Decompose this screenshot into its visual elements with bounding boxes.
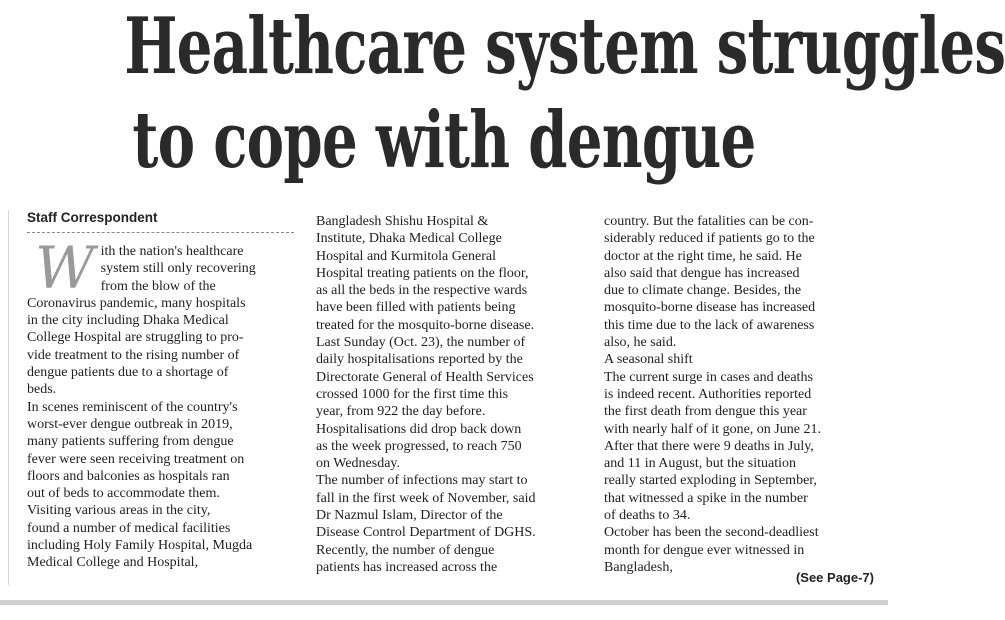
article-line: Hospital treating patients on the floor,	[316, 265, 529, 281]
article-line: The number of infections may start to	[316, 473, 528, 489]
article-line: as all the beds in the respective wards	[316, 283, 528, 299]
article-line: as the week progressed, to reach 750	[316, 438, 522, 454]
article-line: crossed 1000 for the first time this	[316, 386, 509, 402]
article-line: floors and balconies as hospitals ran	[27, 468, 230, 484]
article-line: month for dengue ever witnessed in	[604, 542, 805, 558]
article-line: Directorate General of Health Services	[316, 369, 534, 385]
article-line: College Hospital are struggling to pro-	[27, 330, 244, 346]
article-line: many patients suffering from dengue	[27, 434, 234, 450]
article-line: including Holy Family Hospital, Mugda	[27, 538, 253, 554]
article-line: Visiting various areas in the city,	[27, 503, 211, 519]
article-line: daily hospitalisations reported by the	[316, 352, 523, 368]
article-line: Hospitalisations did drop back down	[316, 421, 522, 437]
section-subhead: A seasonal shift	[604, 352, 693, 368]
byline-divider	[27, 232, 294, 233]
article-line: the first death from dengue this year	[604, 404, 807, 420]
article-line: that witnessed a spike in the number	[604, 490, 808, 506]
article-line: system still only recovering	[100, 261, 256, 277]
article-line: Institute, Dhaka Medical College	[316, 231, 502, 247]
left-margin-rule	[8, 210, 9, 585]
article-line: fall in the first week of November, said	[316, 490, 536, 506]
article-line: in the city including Dhaka Medical	[27, 313, 229, 329]
article-line: year, from 922 the day before.	[316, 404, 486, 420]
article-line: October has been the second-deadliest	[604, 525, 819, 541]
article-line: Last Sunday (Oct. 23), the number of	[316, 335, 526, 351]
article-line: from the blow of the	[100, 278, 216, 294]
article-line: After that there were 9 deaths in July,	[604, 438, 814, 454]
article-line: doctor at the right time, he said. He	[604, 248, 802, 264]
article-line: vide treatment to the rising number of	[27, 347, 240, 363]
article-line: dengue patients due to a shortage of	[27, 365, 229, 381]
article-line: is indeed recent. Authorities reported	[604, 386, 812, 402]
article-line: Hospital and Kurmitola General	[316, 248, 497, 264]
bottom-divider	[0, 600, 888, 605]
headline-line-2: to cope with dengue	[132, 95, 756, 186]
article-line: Bangladesh,	[604, 559, 673, 575]
article-column-3	[604, 213, 874, 576]
article-line: and 11 in August, but the situation	[604, 456, 796, 472]
article-line: really started exploding in September,	[604, 473, 817, 489]
article-line: Coronavirus pandemic, many hospitals	[27, 295, 246, 311]
article-line: In scenes reminiscent of the country's	[27, 399, 238, 415]
article-line: of deaths to 34.	[604, 508, 691, 524]
article-line: Recently, the number of dengue	[316, 542, 495, 558]
article-line: Dr Nazmul Islam, Director of the	[316, 508, 503, 524]
article-line: ith the nation's healthcare	[100, 244, 244, 259]
article-line: beds.	[27, 382, 57, 398]
article-column-2	[316, 213, 591, 576]
article-line: also, he said.	[604, 335, 677, 351]
continuation-note: (See Page-7)	[795, 570, 874, 585]
article-line: patients has increased across the	[316, 559, 498, 575]
article-line: due to climate change. Besides, the	[604, 283, 802, 299]
article-line: on Wednesday.	[316, 456, 401, 472]
article-line: mosquito-borne disease has increased	[604, 300, 816, 316]
drop-cap: W	[35, 234, 95, 302]
article-line: country. But the fatalities can be con-	[604, 214, 814, 229]
article-line: found a number of medical facilities	[27, 520, 231, 536]
article-column-1	[27, 234, 297, 572]
headline-line-1: Healthcare system struggles	[124, 1, 1005, 92]
article-line: treated for the mosquito-borne disease.	[316, 317, 535, 333]
article-line: Bangladesh Shishu Hospital &	[316, 214, 489, 229]
article-line: this time due to the lack of awareness	[604, 317, 815, 333]
article-line: Disease Control Department of DGHS.	[316, 525, 536, 541]
article-line: also said that dengue has increased	[604, 265, 800, 281]
byline: Staff Correspondent	[27, 210, 158, 225]
article-line: siderably reduced if patients go to the	[604, 231, 815, 247]
article-line: Medical College and Hospital,	[27, 555, 199, 571]
article-line: The current surge in cases and deaths	[604, 369, 813, 385]
article-line: with nearly half of it gone, on June 21.	[604, 421, 821, 437]
article-line: have been filled with patients being	[316, 300, 516, 316]
article-line: out of beds to accommodate them.	[27, 486, 220, 502]
article-line: fever were seen receiving treatment on	[27, 451, 245, 467]
article-line: worst-ever dengue outbreak in 2019,	[27, 416, 233, 432]
